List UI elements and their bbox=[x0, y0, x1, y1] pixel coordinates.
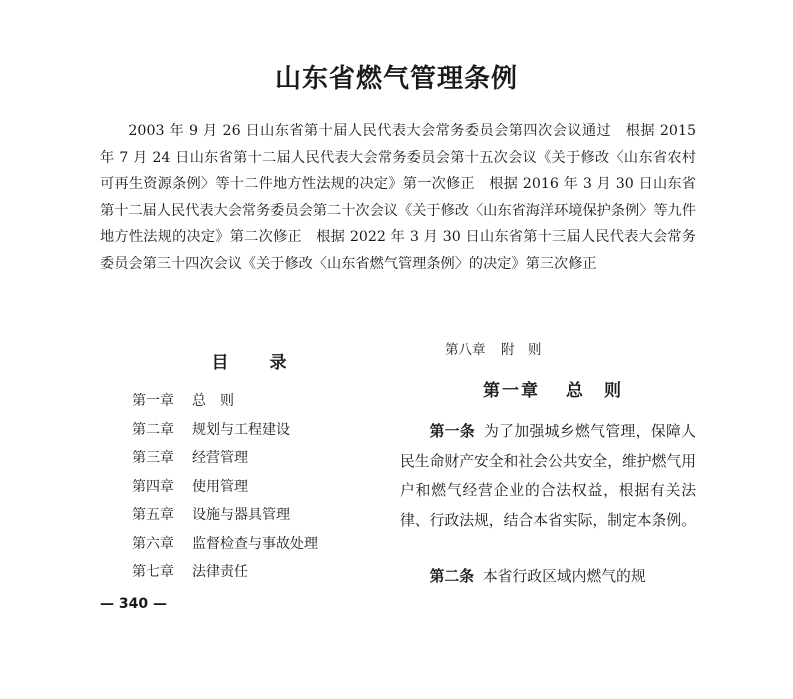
toc-item bbox=[132, 447, 402, 476]
toc-chapter: 第八章 bbox=[445, 342, 486, 358]
toc-chapter: 第五章 bbox=[132, 507, 174, 523]
toc-item bbox=[132, 390, 402, 419]
page-title: 山东省燃气管理条例 bbox=[274, 64, 518, 94]
toc-name: 总 则 bbox=[192, 393, 234, 409]
toc-name: 监督检查与事故处理 bbox=[192, 535, 318, 552]
toc-name: 法律责任 bbox=[192, 564, 248, 580]
toc-name: 使用管理 bbox=[192, 478, 248, 495]
page-number: — 340 — bbox=[100, 596, 167, 612]
toc-title: 目 录 bbox=[211, 353, 299, 373]
preamble bbox=[100, 118, 696, 278]
toc-chapter: 第二章 bbox=[132, 421, 174, 438]
toc-item-continued bbox=[445, 338, 542, 358]
toc-item bbox=[132, 476, 402, 505]
toc-item bbox=[132, 419, 402, 448]
toc-name: 经营管理 bbox=[192, 450, 248, 466]
toc-chapter: 第七章 bbox=[132, 564, 174, 580]
chapter-number: 第一章 bbox=[483, 381, 540, 401]
article-number: 第一条 bbox=[429, 423, 476, 440]
toc-item bbox=[132, 504, 402, 533]
chapter-name: 总 则 bbox=[566, 381, 623, 401]
toc-name: 附 则 bbox=[501, 342, 542, 358]
article-text: 本省行政区域内燃气的规 bbox=[482, 568, 646, 585]
table-of-contents bbox=[132, 390, 402, 590]
toc-name: 规划与工程建设 bbox=[192, 421, 290, 438]
toc-chapter: 第六章 bbox=[132, 535, 174, 552]
toc-chapter: 第四章 bbox=[132, 478, 174, 495]
toc-chapter: 第三章 bbox=[132, 450, 174, 466]
toc-item bbox=[132, 533, 402, 562]
preamble-text: 2003 年 9 月 26 日山东省第十届人民代表大会常务委员会第四次会议通过 根据 2015 年 7 月 24 日山东省第十二届人民代表大会常务委员会第十五次会议《关于修改〈山东省农村可再生资源条例〉等十二件地方性法规的决定》第一次修正 根据 2016 年 3 月 30 日山东省第十二届人民代表大会常务委员会第二十次会议《关于修改〈山东省海洋环境保护条例〉等九件地方性法规的决定》第二次修正 根据 2022 年 3 月 30 日山东省第十三届人民代表大会常务委员会第三十四次会议《关于修改〈山东省燃气管理条例〉的决定》第三次修正 bbox=[100, 123, 696, 272]
article-number: 第二条 bbox=[429, 568, 474, 585]
toc-chapter: 第一章 bbox=[132, 393, 174, 409]
chapter-heading bbox=[410, 376, 696, 401]
article-1 bbox=[400, 417, 696, 535]
toc-item bbox=[132, 561, 402, 590]
article-2 bbox=[400, 562, 696, 592]
toc-name: 设施与器具管理 bbox=[192, 507, 290, 523]
article-text: 为了加强城乡燃气管理，保障人民生命财产安全和社会公共安全，维护燃气用户和燃气经营企业的合法权益，根据有关法律、行政法规，结合本省实际，制定本条例。 bbox=[400, 423, 696, 529]
